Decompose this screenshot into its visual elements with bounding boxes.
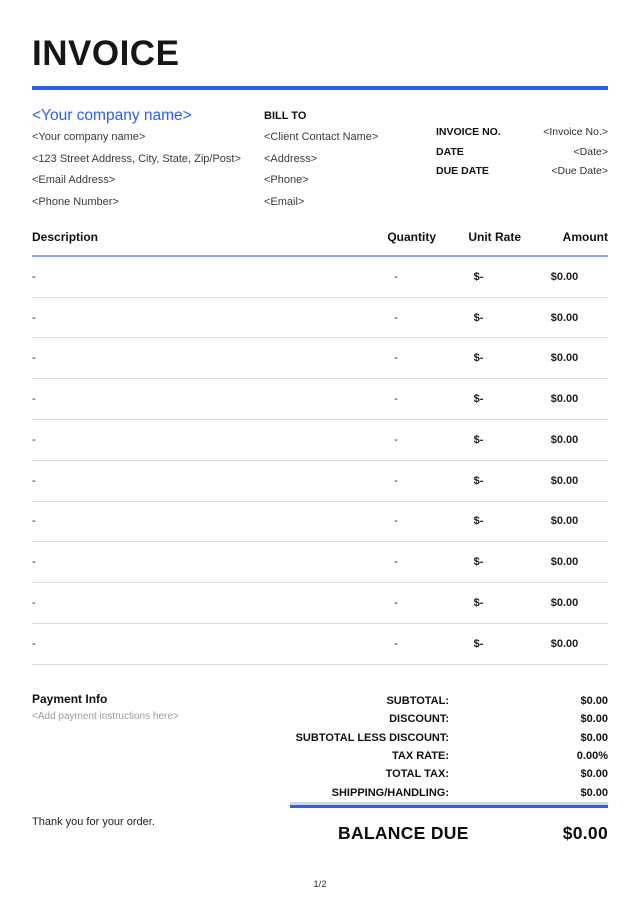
summary-section	[32, 692, 608, 802]
cell-unit-rate: $-	[473, 393, 484, 406]
company-detail-line: <Email Address>	[32, 174, 116, 187]
subtotal-label: SUBTOTAL:	[386, 694, 449, 707]
cell-unit-rate: $-	[473, 433, 484, 446]
bill-to-label: BILL TO	[264, 110, 307, 122]
cell-description: -	[32, 474, 36, 487]
balance-due-label: BALANCE DUE	[338, 823, 469, 844]
bill-to-line: <Client Contact Name>	[264, 131, 379, 143]
cell-description: -	[32, 393, 36, 406]
cell-description: -	[32, 433, 36, 446]
cell-quantity: -	[394, 637, 398, 650]
cell-description: -	[32, 311, 36, 324]
cell-unit-rate: $-	[473, 270, 484, 283]
subtotal-row	[292, 692, 608, 710]
cell-amount: $0.00	[550, 474, 579, 487]
invoice-due-date-row	[436, 162, 608, 182]
company-detail-line: <Your company name>	[32, 131, 146, 143]
company-name: <Your company name>	[32, 107, 192, 124]
table-row	[32, 461, 608, 502]
cell-quantity: -	[394, 474, 398, 487]
shipping-handling-row	[292, 784, 608, 802]
total-tax-row	[292, 765, 608, 783]
cell-unit-rate: $-	[473, 311, 484, 324]
cell-description: -	[32, 515, 36, 528]
table-header-row	[32, 230, 608, 257]
payment-info-block	[32, 692, 292, 802]
cell-amount: $0.00	[550, 637, 579, 650]
page-title: INVOICE	[32, 34, 180, 73]
subtotal-less-discount-row	[292, 729, 608, 747]
company-detail-line: <123 Street Address, City, State, Zip/Post>	[32, 152, 241, 165]
column-header-description: Description	[32, 229, 99, 244]
cell-unit-rate: $-	[473, 597, 484, 610]
cell-unit-rate: $-	[473, 556, 484, 569]
cell-amount: $0.00	[550, 556, 579, 569]
cell-quantity: -	[394, 352, 398, 365]
cell-quantity: -	[394, 556, 398, 569]
bill-to-line: <Email>	[264, 196, 305, 209]
discount-value: $0.00	[580, 713, 608, 726]
total-tax-label: TOTAL TAX:	[385, 768, 449, 781]
cell-amount: $0.00	[550, 270, 579, 283]
invoice-due-date-label: DUE DATE	[436, 165, 489, 178]
invoice-date-value: <Date>	[573, 145, 608, 158]
header-info-section	[32, 107, 608, 214]
invoice-date-label: DATE	[436, 145, 464, 158]
invoice-number-label: INVOICE NO.	[436, 126, 501, 138]
tax-rate-label: TAX RATE:	[391, 750, 449, 762]
bill-to-block	[264, 107, 436, 214]
balance-due-value: $0.00	[562, 823, 608, 844]
cell-unit-rate: $-	[473, 474, 484, 487]
table-row	[32, 298, 608, 339]
totals-block	[292, 692, 608, 802]
cell-unit-rate: $-	[473, 515, 484, 528]
invoice-number-value: <Invoice No.>	[543, 126, 608, 138]
cell-unit-rate: $-	[473, 352, 484, 365]
bill-to-line: <Address>	[264, 152, 318, 165]
cell-description: -	[32, 556, 36, 569]
cell-description: -	[32, 270, 36, 283]
invoice-number-row	[436, 123, 608, 143]
discount-row	[292, 710, 608, 728]
line-items-table	[32, 230, 608, 665]
tax-rate-row	[292, 747, 608, 765]
cell-quantity: -	[394, 597, 398, 610]
cell-quantity: -	[394, 433, 398, 446]
subtotal-less-discount-label: SUBTOTAL LESS DISCOUNT:	[295, 731, 449, 744]
table-row	[32, 583, 608, 624]
shipping-handling-value: $0.00	[580, 786, 608, 799]
column-header-unit-rate: Unit Rate	[468, 229, 521, 244]
payment-instructions: <Add payment instructions here>	[32, 710, 179, 722]
balance-due-block	[290, 802, 608, 844]
discount-label: DISCOUNT:	[389, 713, 449, 726]
column-header-quantity: Quantity	[387, 229, 436, 244]
column-header-amount: Amount	[562, 229, 608, 244]
company-block	[32, 107, 264, 214]
subtotal-less-discount-value: $0.00	[580, 731, 608, 744]
cell-quantity: -	[394, 270, 398, 283]
cell-quantity: -	[394, 515, 398, 528]
table-row	[32, 624, 608, 665]
cell-amount: $0.00	[550, 352, 579, 365]
bill-to-line: <Phone>	[264, 174, 309, 187]
invoice-date-row	[436, 143, 608, 163]
cell-description: -	[32, 352, 36, 365]
table-row	[32, 379, 608, 420]
table-row	[32, 257, 608, 298]
cell-amount: $0.00	[550, 515, 579, 528]
cell-amount: $0.00	[550, 311, 579, 324]
cell-description: -	[32, 597, 36, 610]
table-row	[32, 542, 608, 583]
cell-unit-rate: $-	[473, 637, 484, 650]
invoice-meta-block	[436, 107, 608, 214]
company-detail-line: <Phone Number>	[32, 196, 119, 209]
page-number: 1/2	[313, 879, 327, 890]
subtotal-value: $0.00	[580, 694, 608, 707]
cell-amount: $0.00	[550, 393, 579, 406]
cell-amount: $0.00	[550, 433, 579, 446]
shipping-handling-label: SHIPPING/HANDLING:	[331, 786, 449, 799]
invoice-due-date-value: <Due Date>	[551, 165, 608, 178]
table-row	[32, 338, 608, 379]
balance-due-row	[290, 808, 608, 844]
cell-amount: $0.00	[550, 597, 579, 610]
table-row	[32, 420, 608, 461]
table-row	[32, 502, 608, 543]
title-divider	[32, 86, 608, 90]
cell-description: -	[32, 637, 36, 650]
tax-rate-value: 0.00%	[576, 750, 608, 762]
thank-you-note: Thank you for your order.	[32, 816, 155, 829]
total-tax-value: $0.00	[580, 768, 608, 781]
payment-info-title: Payment Info	[32, 691, 108, 706]
footer-section	[32, 802, 608, 844]
cell-quantity: -	[394, 393, 398, 406]
cell-quantity: -	[394, 311, 398, 324]
